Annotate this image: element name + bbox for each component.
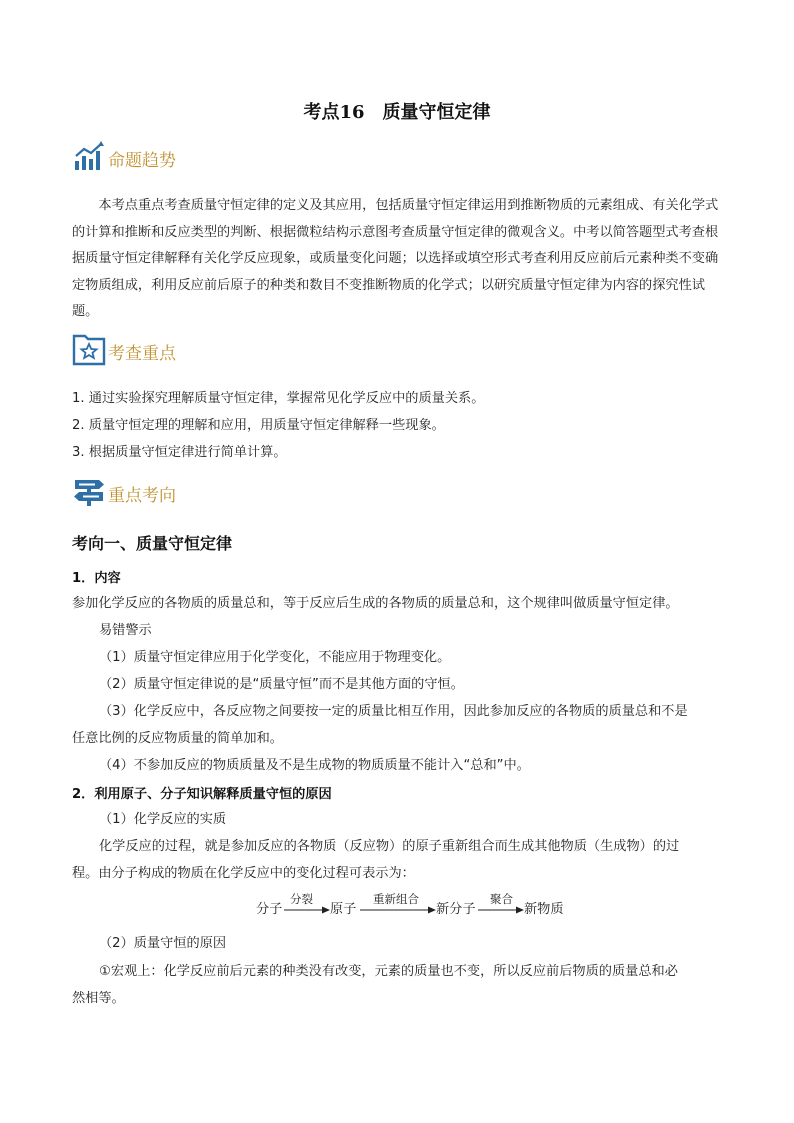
flow-node-new-substance: 新物质 bbox=[524, 902, 564, 917]
section-label-direction: 重点考向 bbox=[108, 486, 176, 506]
essence-text-cont: 程。由分子构成的物质在化学反应中的变化过程可表示为： bbox=[72, 866, 415, 881]
warning-item-4: （4）不参加反应的物质质量及不是生成物的物质质量不能计入“总和”中。 bbox=[99, 758, 530, 773]
flow-label-aggregate: 聚合 bbox=[490, 892, 513, 906]
arrow-icon bbox=[284, 905, 330, 915]
trend-chart-icon bbox=[72, 139, 106, 173]
flow-label-split: 分裂 bbox=[290, 892, 313, 906]
star-folder-icon bbox=[72, 332, 106, 366]
focus-item-1: 1. 通过实验探究理解质量守恒定律，掌握常见化学反应中的质量关系。 bbox=[72, 391, 485, 406]
law-definition: 参加化学反应的各物质的质量总和，等于反应后生成的各物质的质量总和，这个规律叫做质量守恒定律。 bbox=[72, 596, 679, 611]
section-label-focus: 考查重点 bbox=[108, 344, 176, 364]
subheading-content: 1．内容 bbox=[72, 571, 121, 586]
essence-title: （1）化学反应的实质 bbox=[99, 812, 227, 827]
flow-node-atom: 原子 bbox=[330, 902, 357, 917]
subheading-reason: 2．利用原子、分子知识解释质量守恒的原因 bbox=[72, 787, 332, 802]
reason-title: （2）质量守恒的原因 bbox=[99, 936, 227, 951]
warning-item-2: （2）质量守恒定律说的是“质量守恒”而不是其他方面的守恒。 bbox=[99, 677, 464, 692]
page-title: 考点16 质量守恒定律 bbox=[303, 102, 491, 123]
flow-label-recombine: 重新组合 bbox=[373, 892, 419, 906]
warning-item-3: （3）化学反应中，各反应物之间要按一定的质量比相互作用，因此参加反应的各物质的质量总和不是 bbox=[99, 704, 688, 719]
flow-node-new-molecule: 新分子 bbox=[436, 902, 476, 917]
reason-text-cont: 然相等。 bbox=[72, 991, 125, 1006]
arrow-icon bbox=[360, 905, 436, 915]
section-header-direction bbox=[72, 472, 176, 508]
essence-text: 化学反应的过程，就是参加反应的各物质（反应物）的原子重新组合而生成其他物质（生成物）的过 bbox=[99, 839, 680, 854]
warning-item-3-cont: 任意比例的反应物质量的简单加和。 bbox=[72, 731, 283, 746]
focus-item-3: 3. 根据质量守恒定律进行简单计算。 bbox=[72, 445, 287, 460]
reason-text: ①宏观上：化学反应前后元素的种类没有改变，元素的质量也不变，所以反应前后物质的质量总和必 bbox=[99, 964, 678, 979]
section-header-trend bbox=[72, 137, 176, 173]
direction-heading: 考向一、质量守恒定律 bbox=[72, 534, 233, 553]
section-header-focus bbox=[72, 330, 176, 366]
trend-paragraph: 本考点重点考查质量守恒定律的定义及其应用，包括质量守恒定律运用到推断物质的元素组成、有关化学式的计算和推断和反应类型的判断、根据微粒结构示意图考查质量守恒定律的微观含义。中考以简答题型式考查根据质量守恒定律解释有关化学反应现象，或质量变化问题；以选择或填空形式考查利用反应前后元素种类不变确定物质组成，利用反应前后原子的种类和数目不变推断物质的化学式；以研究质量守恒定律为内容的探究性试题。 bbox=[72, 198, 719, 319]
section-label-trend: 命题趋势 bbox=[108, 151, 176, 171]
focus-item-2: 2. 质量守恒定理的理解和应用，用质量守恒定律解释一些现象。 bbox=[72, 418, 445, 433]
signpost-icon bbox=[72, 474, 106, 508]
warning-title: 易错警示 bbox=[99, 623, 152, 638]
flow-node-molecule: 分子 bbox=[256, 902, 283, 917]
arrow-icon bbox=[478, 905, 524, 915]
warning-item-1: （1）质量守恒定律应用于化学变化，不能应用于物理变化。 bbox=[99, 650, 451, 665]
